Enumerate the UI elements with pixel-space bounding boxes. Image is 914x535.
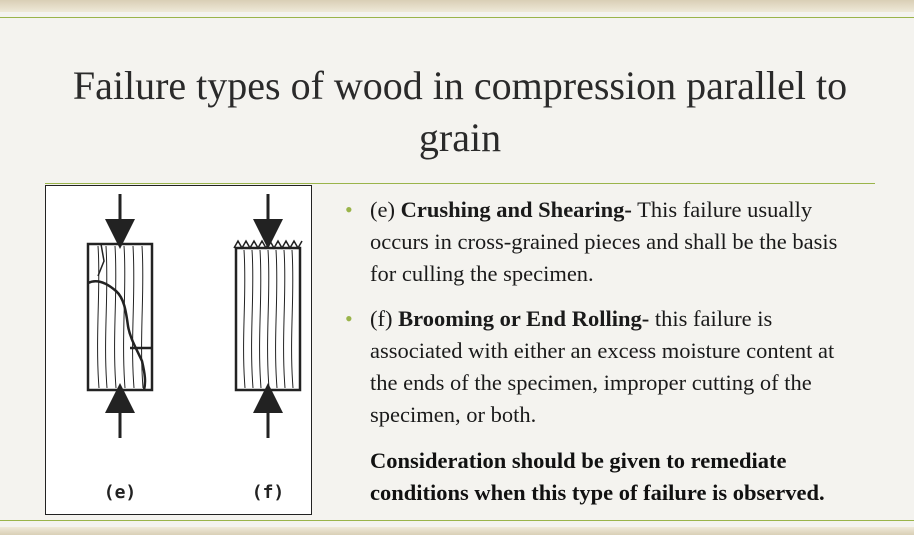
bullet-dot-icon: • (345, 197, 353, 222)
note-line: conditions when this type of failure is observed. (370, 480, 825, 505)
failure-diagram-drawing (46, 186, 311, 514)
bullet-text: the ends of the specimen, improper cutting of the (370, 370, 812, 395)
bullet-list (345, 194, 914, 444)
bullet-text: occurs in cross-grained pieces and shall be the basis (370, 229, 838, 254)
title-divider (45, 183, 875, 184)
bullet-text: specimen, or both. (370, 402, 537, 427)
failure-diagram (45, 185, 312, 515)
bullet-heading: Brooming or End Rolling- (398, 306, 650, 331)
consideration-note (370, 445, 914, 509)
bottom-divider (0, 520, 914, 521)
bullet-dot-icon: • (345, 306, 353, 331)
bullet-text: this failure is (649, 306, 773, 331)
note-line: Consideration should be given to remediate (370, 448, 787, 473)
bullet-prefix: (f) (370, 306, 399, 331)
figure-label-f: (f) (251, 482, 285, 503)
bullet-text: This failure usually (631, 197, 813, 222)
specimen-f (234, 194, 302, 438)
bullet-text: associated with either an excess moisture content at (370, 338, 835, 363)
bullet-item-crushing (345, 194, 914, 290)
bullet-item-brooming (345, 303, 914, 431)
bottom-decorative-band (0, 527, 914, 535)
specimen-e (88, 194, 152, 438)
top-divider (0, 17, 914, 18)
bullet-prefix: (e) (370, 197, 401, 222)
figure-label-e: (e) (103, 482, 137, 503)
slide-title: Failure types of wood in compression parallel to grain (72, 63, 848, 160)
bullet-text: for culling the specimen. (370, 261, 594, 286)
top-decorative-band (0, 0, 914, 12)
bullet-heading: Crushing and Shearing- (400, 197, 632, 222)
